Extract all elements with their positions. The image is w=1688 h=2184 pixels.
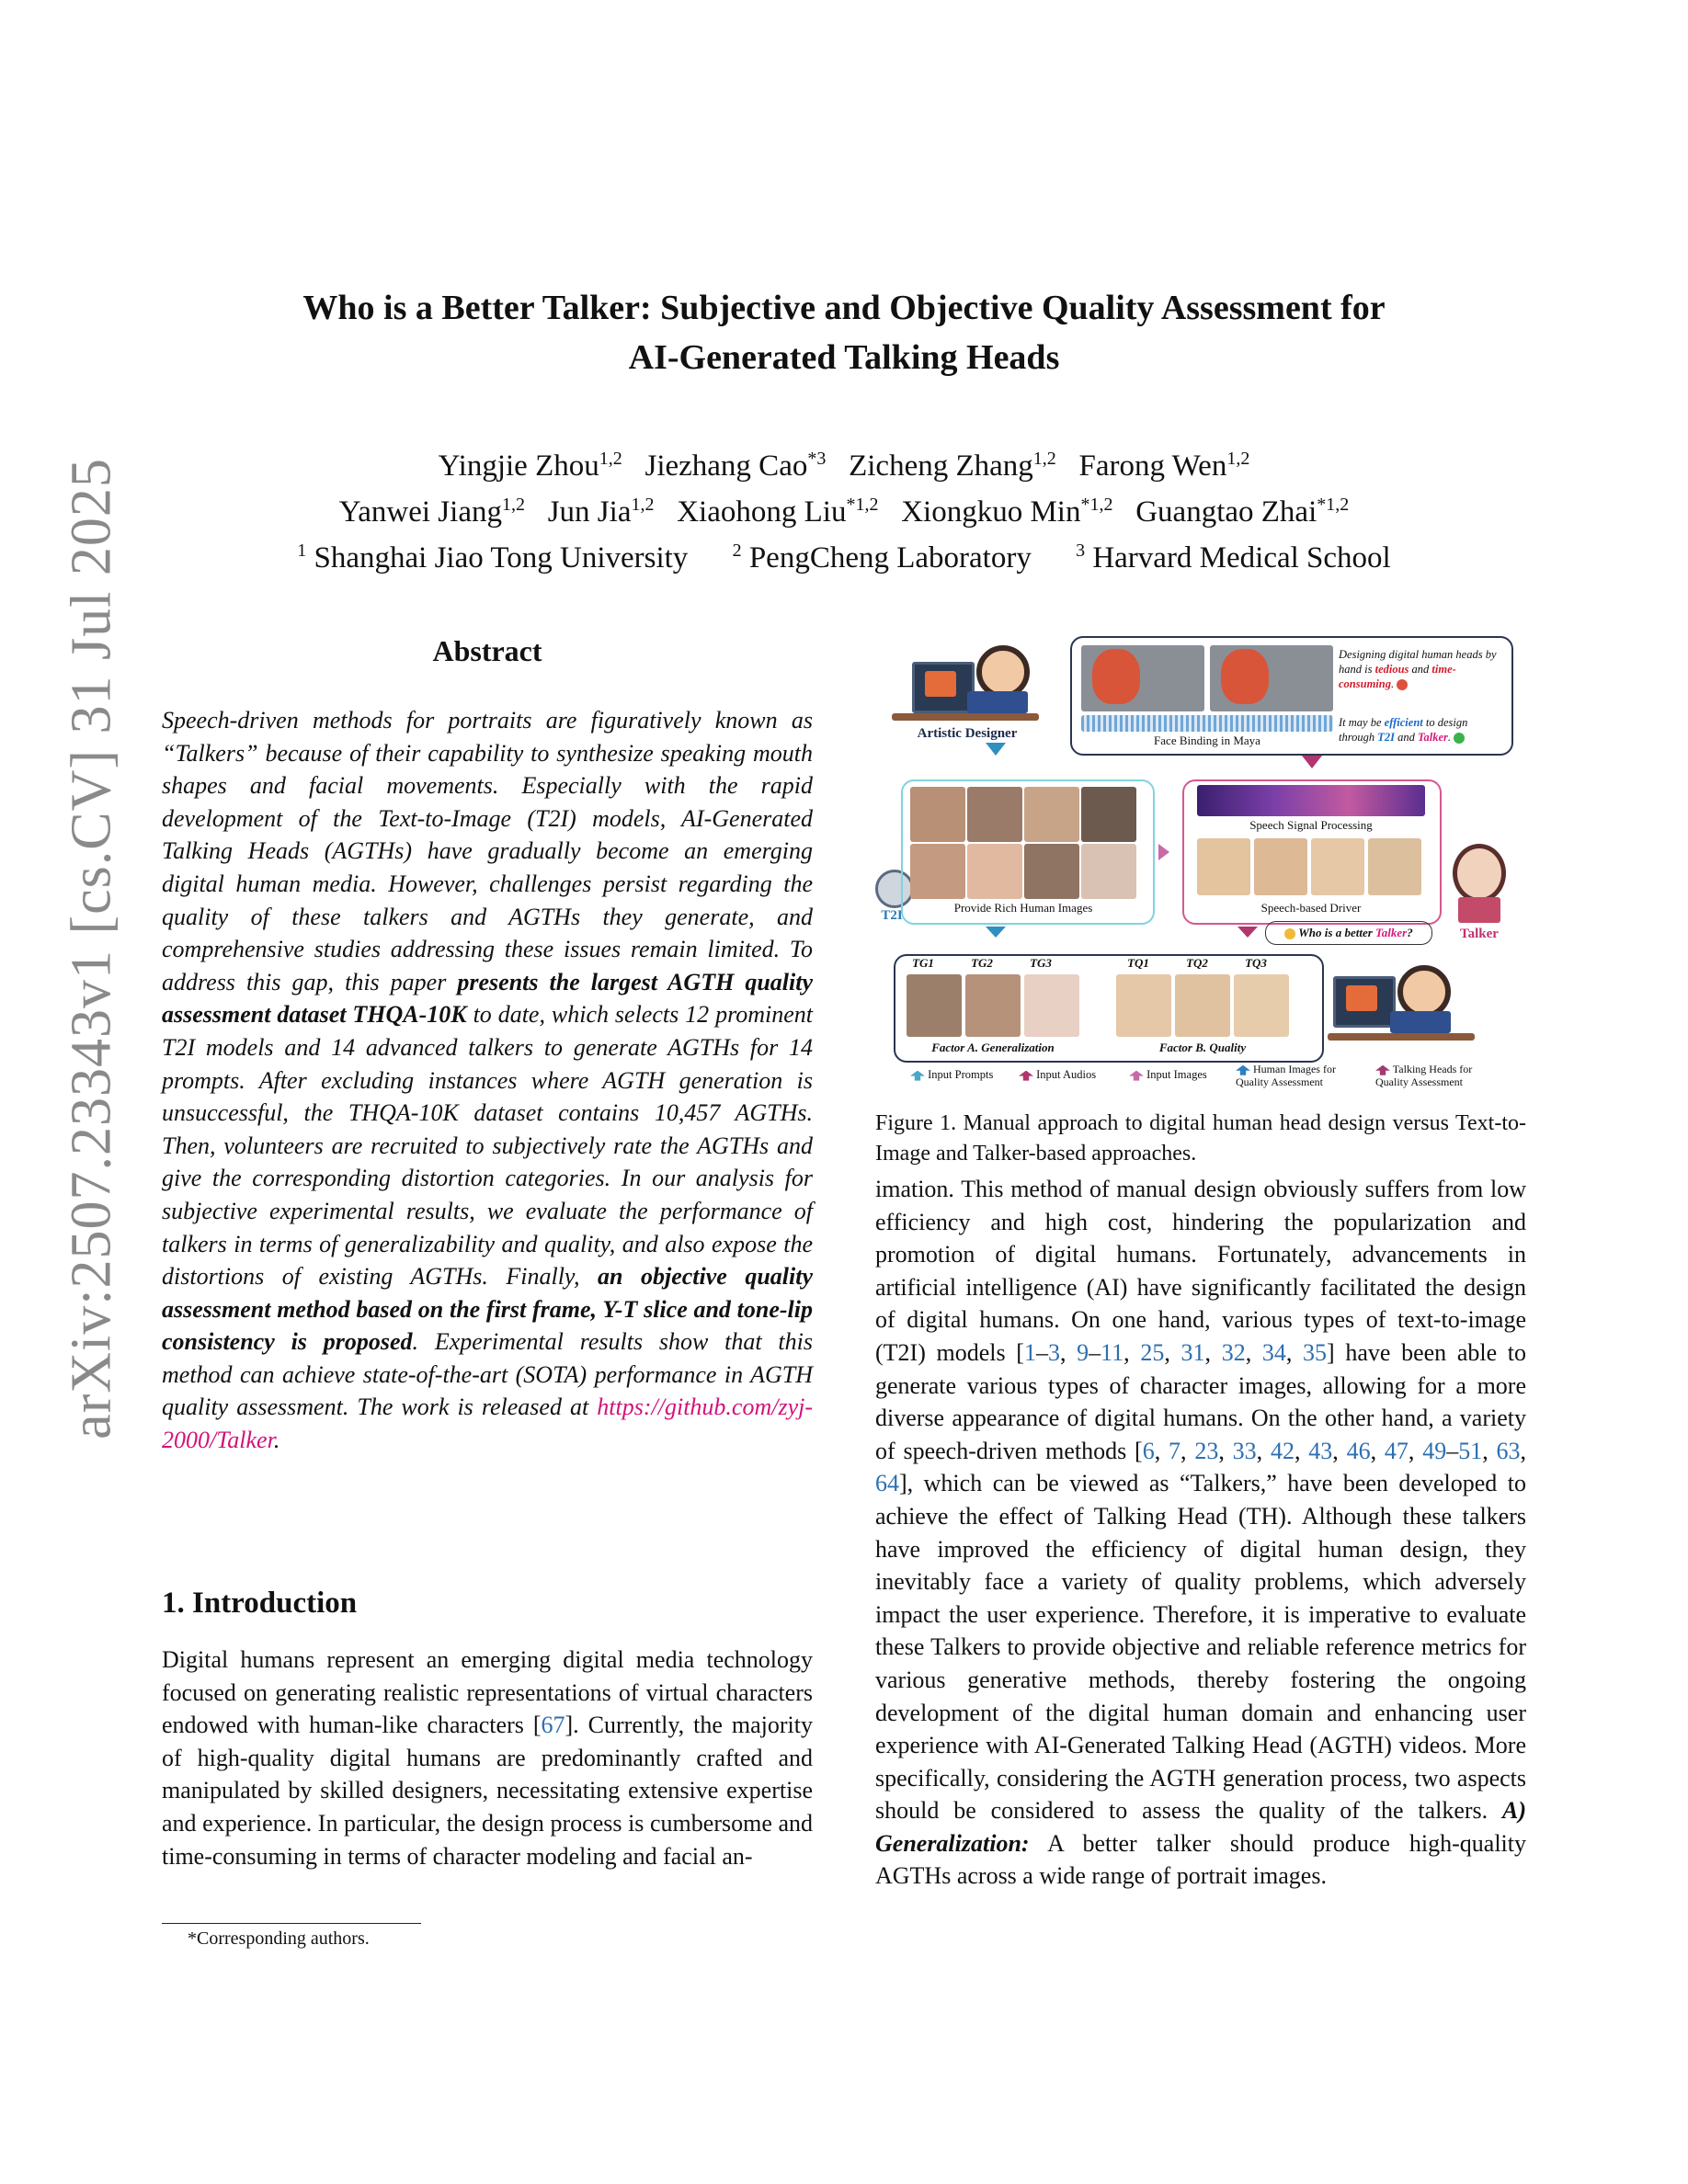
happy-face-icon — [1454, 733, 1465, 744]
sad-face-icon — [1397, 679, 1408, 690]
arrow-down-icon — [1237, 927, 1258, 938]
citation-link[interactable]: 43 — [1308, 1437, 1333, 1464]
legend-item: Talking Heads for Quality Assessment — [1375, 1063, 1473, 1088]
github-link[interactable]: https://github.com/zyj-2000/Talker — [162, 1393, 813, 1454]
thinking-face-icon — [1284, 928, 1295, 939]
citation-link[interactable]: 67 — [541, 1712, 565, 1739]
who-better-bubble: Who is a better Talker? — [1265, 921, 1432, 945]
citation-link[interactable]: 63 — [1496, 1437, 1521, 1464]
arrow-up-icon — [1236, 1065, 1250, 1075]
author-block — [0, 439, 1688, 577]
designer-body — [967, 691, 1028, 713]
factor-b-image — [1116, 974, 1171, 1037]
citation-link[interactable]: 6 — [1142, 1437, 1155, 1464]
figure-1-caption: Figure 1. Manual approach to digital human head design versus Text-to-Image and Talker-based approaches. — [875, 1111, 1526, 1166]
factor-a-image — [965, 974, 1021, 1037]
portrait-image — [1081, 844, 1136, 899]
citation-link[interactable]: 51 — [1458, 1437, 1483, 1464]
provide-images-label: Provide Rich Human Images — [953, 901, 1093, 915]
citation-link[interactable]: 32 — [1221, 1338, 1246, 1366]
speech-driver-label: Speech-based Driver — [1260, 901, 1362, 915]
author: Yingjie Zhou$^{1,2}$ — [438, 449, 622, 483]
arrow-up-icon — [1129, 1071, 1144, 1081]
desk — [892, 713, 1039, 721]
footnote-corresponding: *Corresponding authors. — [188, 1928, 370, 1949]
arrow-up-icon — [1375, 1065, 1390, 1075]
spectrogram-image — [1197, 785, 1425, 816]
desk — [1328, 1033, 1475, 1041]
arrow-down-icon — [986, 743, 1006, 756]
factor-b-image — [1234, 974, 1289, 1037]
citation-link[interactable]: 23 — [1194, 1437, 1219, 1464]
author: Guangtao Zhai$^{*1,2}$ — [1135, 495, 1350, 529]
driven-face-image — [1311, 838, 1364, 895]
citation-link[interactable]: 3 — [1047, 1338, 1060, 1366]
intro-paragraph-continued: imation. This method of manual design obviously suffers from low efficiency and high cost, hindering the popularization and promotion of digital humans. Fortunately, advancements in artificial intelligence (AI) have significantly facilitated the design of digital humans. On one hand, various types of text-to-image (T2I) models [1–3, 9–11, 25, 31, 32, 34, 35] have been able to generate various types of character images, allowing for a more diverse appearance of digital humans. On the other hand, a variety of speech-driven methods [6, 7, 23, 33, 42, 43, 46, 47, 49–51, 63, 64], which can be viewed as “Talkers,” have been developed to achieve the effect of Talking Head (TH). Although these talkers have improved the efficiency of digital human design, they inevitably face a variety of quality problems, which adversely impact the user experience. Therefore, it is imperative to evaluate these Talkers to provide objective and reliable reference metrics for various generative methods, thereby fostering the ongoing development of the digital human domain and enhancing user experience with AI-Generated Talking Head (AGTH) videos. More specifically, considering the AGTH generation process, two aspects should be considered to assess the quality of the talkers. A) Generalization: A better talker should produce high-quality AGTHs across a wide range of portrait images. — [875, 1176, 1527, 1890]
tg-label: TG1 — [912, 956, 934, 970]
audio-waveform — [1081, 715, 1333, 732]
tedious-note: Designing digital human heads by hand is tedious and time-consuming. — [1339, 648, 1497, 690]
author: Zicheng Zhang$^{1,2}$ — [849, 449, 1056, 483]
affiliation: $^2$ PengCheng Laboratory — [732, 540, 1032, 574]
tq-label: TQ2 — [1186, 956, 1208, 970]
abstract-highlight-method: an objective quality assessment method based on the first frame, Y-T slice and tone-lip consistency is proposed — [162, 1263, 814, 1356]
paper-title — [0, 283, 1688, 382]
affiliation: $^1$ Shanghai Jiao Tong University — [297, 540, 689, 574]
arrow-right-icon — [1158, 844, 1169, 860]
talker-avatar-icon — [1453, 844, 1506, 903]
t2i-label: T2I — [881, 908, 903, 923]
monitor-screen — [1346, 985, 1377, 1011]
factor-b-image — [1175, 974, 1230, 1037]
author: Jun Jia$^{1,2}$ — [547, 495, 655, 529]
footnote-rule — [162, 1923, 421, 1924]
author: Farong Wen$^{1,2}$ — [1078, 449, 1250, 483]
evaluator-body — [1390, 1011, 1451, 1033]
speech-signal-label: Speech Signal Processing — [1249, 818, 1373, 832]
factor-a-image — [907, 974, 962, 1037]
legend-item: Human Images for Quality Assessment — [1236, 1063, 1336, 1088]
figure-1 — [873, 634, 1524, 1103]
portrait-image — [1024, 787, 1079, 842]
author: Jiezhang Cao$^{*3}$ — [644, 449, 827, 483]
red-head-icon — [1092, 649, 1140, 704]
title-line-1: Who is a Better Talker: Subjective and Objective Quality Assessment for — [302, 289, 1386, 327]
intro-paragraph: Digital humans represent an emerging digital media technology focused on generating realistic representations of virtual characters endowed with human-like characters [67]. Currently, the majority of high-quality digital humans are predominantly crafted and manipulated by skilled designers, necessitating extensive expertise and experience. In particular, the design process is cumbersome and time-consuming in terms of character modeling and facial an- — [162, 1646, 813, 1870]
citation-link[interactable]: 1 — [1023, 1338, 1036, 1366]
driven-face-image — [1368, 838, 1421, 895]
driven-face-image — [1254, 838, 1307, 895]
tq-label: TQ3 — [1245, 956, 1267, 970]
author-row-2 — [0, 485, 1688, 531]
portrait-image — [967, 844, 1022, 899]
citation-link[interactable]: 49 — [1422, 1437, 1447, 1464]
citation-link[interactable]: 34 — [1261, 1338, 1286, 1366]
abstract-highlight-dataset: presents the largest AGTH quality assessment dataset THQA-10K — [162, 968, 813, 1029]
citation-link[interactable]: 33 — [1232, 1437, 1257, 1464]
abstract-body: Speech-driven methods for portraits are figuratively known as “Talkers” because of their capability to synthesize speaking mouth shapes and facial movements. Especially with the rapid development of the Text-to-Image (T2I) models, AI-Generated Talking Heads (AGTHs) have gradually become an emerging digital human media. However, challenges persist regarding the quality of these talkers and AGTHs they generate, and comprehensive studies addressing these issues remain limited. To address this gap, this paper presents the largest AGTH quality assessment dataset THQA-10K to date, which selects 12 prominent T2I models and 14 advanced talkers to generate AGTHs for 14 prompts. After excluding instances where AGTH generation is unsuccessful, the THQA-10K dataset contains 10,457 AGTHs. Then, volunteers are recruited to subjectively rate the AGTHs and give the corresponding distortion categories. In our analysis for subjective experimental results, we evaluate the performance of talkers in terms of generalizability and quality, and also expose the distortions of existing AGTHs. Finally, an objective quality assessment method based on the first frame, Y-T slice and tone-lip consistency is proposed. Experimental results show that this method can achieve state-of-the-art (SOTA) performance in AGTH quality assessment. The work is released at https://github.com/zyj-2000/Talker. — [162, 707, 814, 1454]
citation-link[interactable]: 64 — [875, 1470, 899, 1497]
artistic-designer-label: Artistic Designer — [917, 726, 1018, 741]
affiliation: $^3$ Harvard Medical School — [1076, 540, 1391, 574]
citation-link[interactable]: 31 — [1180, 1338, 1205, 1366]
citation-link[interactable]: 42 — [1270, 1437, 1295, 1464]
legend-item: Input Audios — [1019, 1068, 1096, 1082]
arxiv-identifier: arXiv:2507.23343v1 [cs.CV] 31 Jul 2025 — [60, 458, 123, 1439]
portrait-image — [1081, 787, 1136, 842]
arrow-up-icon — [1019, 1071, 1033, 1081]
talker-body — [1458, 897, 1500, 923]
red-head-icon — [1221, 649, 1269, 704]
citation-link[interactable]: 35 — [1303, 1338, 1328, 1366]
citation-link[interactable]: 9 — [1077, 1338, 1089, 1366]
author: Xiaohong Liu$^{*1,2}$ — [677, 495, 879, 529]
portrait-image — [910, 787, 965, 842]
monitor-screen — [925, 671, 956, 697]
abstract-heading: Abstract — [432, 634, 542, 667]
efficient-note: It may be efficient to design through T2I and Talker. — [1339, 716, 1468, 744]
citation-link[interactable]: 11 — [1101, 1338, 1124, 1366]
author: Yanwei Jiang$^{1,2}$ — [338, 495, 525, 529]
driven-face-image — [1197, 838, 1250, 895]
tq-label: TQ1 — [1127, 956, 1149, 970]
citation-link[interactable]: 25 — [1140, 1338, 1165, 1366]
title-line-2: AI-Generated Talking Heads — [628, 338, 1060, 377]
factor-b-label: Factor B. Quality — [1158, 1041, 1247, 1054]
factor-a-image — [1024, 974, 1079, 1037]
portrait-image — [967, 787, 1022, 842]
affiliations — [0, 531, 1688, 577]
portrait-image — [1024, 844, 1079, 899]
face-binding-label: Face Binding in Maya — [1154, 734, 1260, 747]
citation-link[interactable]: 46 — [1346, 1437, 1371, 1464]
author: Xiongkuo Min$^{*1,2}$ — [901, 495, 1113, 529]
portrait-image — [910, 844, 965, 899]
tg-label: TG3 — [1030, 956, 1052, 970]
factor-a-label: Factor A. Generalization — [931, 1041, 1055, 1054]
talker-label: Talker — [1460, 927, 1499, 941]
author-row-1 — [0, 439, 1688, 485]
arrow-down-icon — [1302, 756, 1322, 768]
generalization-term: A) Generalization: — [875, 1797, 1526, 1857]
legend-item: Input Prompts — [910, 1068, 993, 1082]
tg-label: TG2 — [971, 956, 993, 970]
arrow-up-icon — [910, 1071, 925, 1081]
citation-link[interactable]: 7 — [1169, 1437, 1180, 1464]
arrow-down-icon — [986, 927, 1006, 938]
citation-link[interactable]: 47 — [1384, 1437, 1409, 1464]
section-heading-introduction: 1. Introduction — [162, 1587, 358, 1620]
legend-item: Input Images — [1129, 1068, 1207, 1082]
